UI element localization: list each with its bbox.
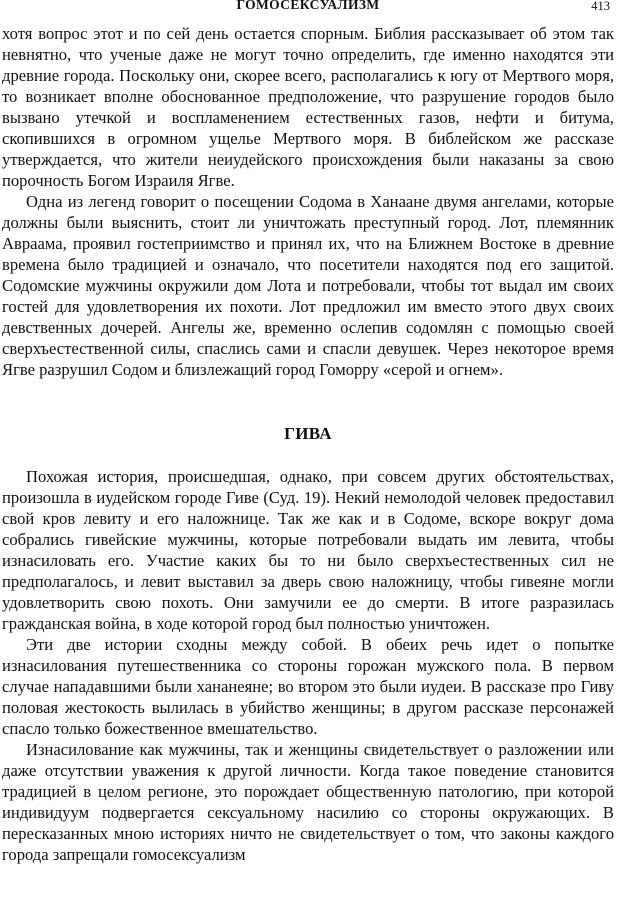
paragraph-comparison: Эти две истории сходны между собой. В обеих речь идет о попытке изнасилования путешественника со стороны горожан мужского пола. В первом случае нападавшими были хананеяне; во втором это были иудеи. В рассказе про Гиву половая жестокость вылилась в убийство женщины; в другом рассказе персонажей спасло только божественное вмешательство. bbox=[2, 635, 614, 738]
paragraph-sodom-legend: Одна из легенд говорит о посещении Содома в Ханаане двумя ангелами, которые должны были выяснить, стоит ли уничтожать преступный город. Лот, племянник Авраама, проявил гостеприимство и принял их, что на Ближнем Востоке в древние времена было традицией и означало, что посетители находятся под его защитой. Содомские мужчины окружили дом Лота и потребовали, чтобы тот выдал им своих гостей для удовлетворения их похоти. Лот предложил им вместо этого двух своих девственных дочерей. Ангелы же, временно ослепив содомлян с помощью своей сверхъестественной силы, спаслись сами и спасли девушек. Через некоторое время Ягве разрушил Содом и близлежащий город Гоморру «серой и огнем». bbox=[2, 192, 614, 379]
section-heading-giva: ГИВА bbox=[284, 424, 332, 443]
paragraph-giva-story: Похожая история, происшедшая, однако, при совсем других обстоятельствах, произошла в иудейском городе Гиве (Суд. 19). Некий немолодой человек предоставил свой кров левиту и его наложнице. Так же как и в Содоме, вскоре вокруг дома собрались гивейские мужчины, которые потребовали выдать им левита, чтобы изнасиловать его. Участие каких бы то ни было сверхъестественных сил не предполагалось, и левит выставил за дверь свою наложницу, чтобы гивеяне могли удовлетворить свою похоть. Они замучили ее до смерти. В итоге разразилась гражданская война, в ходе которой город был полностью уничтожен. bbox=[2, 467, 614, 633]
paragraph-continued: хотя вопрос этот и по сей день остается спорным. Библия рассказывает об этом так невнятно, что ученые даже не могут точно определить, где именно находятся эти древние города. Поскольку они, скорее всего, располагались к югу от Мертвого моря, то возникает вполне обоснованное предположение, что разрушение городов было вызвано утечкой и воспламенением естественных газов, нефти и битума, скопившихся в огромном ущелье Мертвого моря. В библейском же рассказе утверждается, что жители неиудейского происхождения были наказаны за свою порочность Богом Израиля Ягве. bbox=[2, 24, 614, 190]
running-head bbox=[2, 0, 614, 16]
paragraph-rape-analysis: Изнасилование как мужчины, так и женщины свидетельствует о разложении или даже отсутствии уважения к другой личности. Когда такое поведение становится традицией в целом регионе, это порождает общественную патологию, при которой индивидуум подвергается сексуальному насилию со стороны окружающих. В пересказанных мною историях ничто не свидетельствует о том, что законы каждого города запрещали гомосексуализм bbox=[2, 740, 614, 864]
page-number: 413 bbox=[591, 0, 610, 13]
page-body bbox=[2, 23, 614, 865]
running-title: ГОМОСЕКСУАЛИЗМ bbox=[236, 0, 380, 12]
